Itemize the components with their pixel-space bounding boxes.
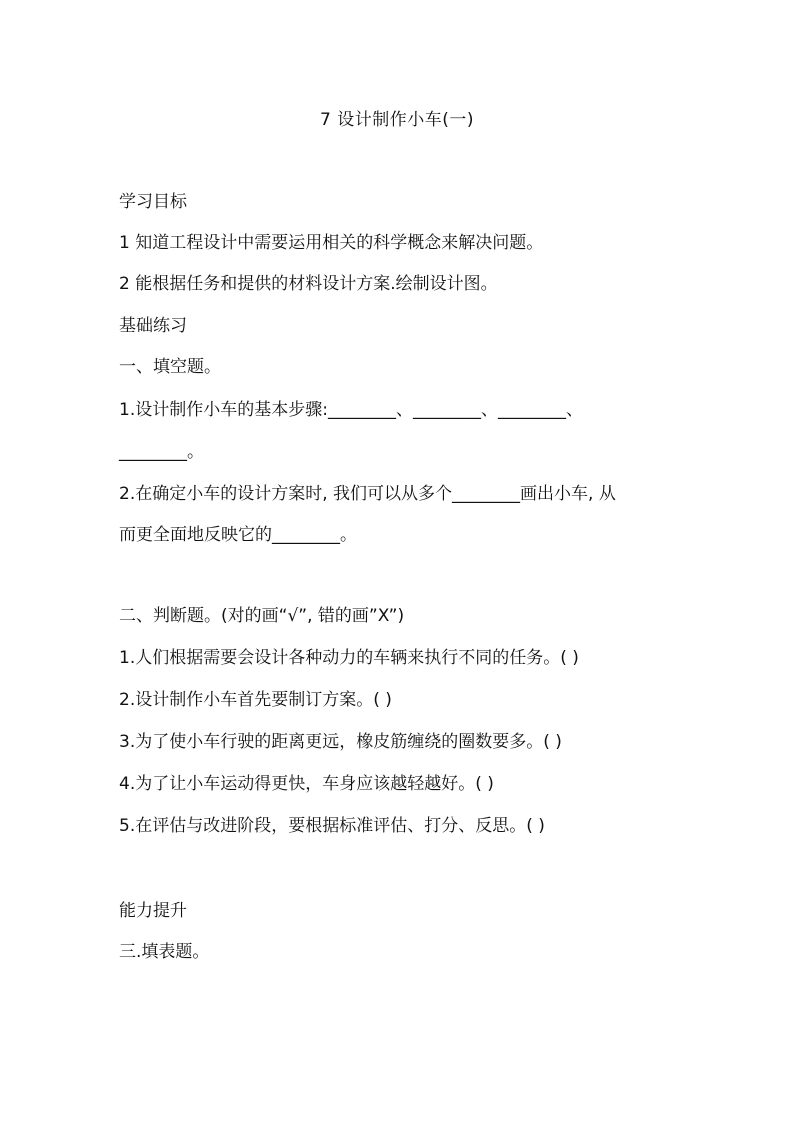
judge-item-1: 1.人们根据需要会设计各种动力的车辆来执行不同的任务。( ) — [119, 648, 579, 668]
page-title: 7 设计制作小车(一) — [320, 110, 474, 130]
fill-question-2-line-2: 而更全面地反映它的________。 — [119, 525, 357, 545]
judge-item-3: 3.为了使小车行驶的距离更远，橡皮筋缠绕的圈数要多。( ) — [119, 732, 562, 752]
fill-question-1-line-1: 1.设计制作小车的基本步骤:________、________、________、 — [119, 400, 583, 420]
objective-item-1: 1 知道工程设计中需要运用相关的科学概念来解决问题。 — [119, 233, 544, 253]
fill-question-1-line-2: ________。 — [119, 442, 204, 462]
table-question-heading: 三.填表题。 — [119, 942, 210, 962]
judge-heading: 二、判断题。(对的画“√”, 错的画”X”) — [119, 606, 405, 626]
fill-question-2-line-1: 2.在确定小车的设计方案时, 我们可以从多个________画出小车, 从 — [119, 484, 616, 504]
advanced-heading: 能力提升 — [119, 901, 187, 921]
judge-item-2: 2.设计制作小车首先要制订方案。( ) — [119, 690, 392, 710]
fill-blank-heading: 一、填空题。 — [119, 357, 221, 377]
basic-practice-heading: 基础练习 — [119, 316, 187, 336]
objectives-heading: 学习目标 — [119, 192, 187, 212]
objective-item-2: 2 能根据任务和提供的材料设计方案.绘制设计图。 — [119, 274, 498, 294]
judge-item-4: 4.为了让小车运动得更快，车身应该越轻越好。( ) — [119, 774, 494, 794]
judge-item-5: 5.在评估与改进阶段，要根据标准评估、打分、反思。( ) — [119, 816, 545, 836]
